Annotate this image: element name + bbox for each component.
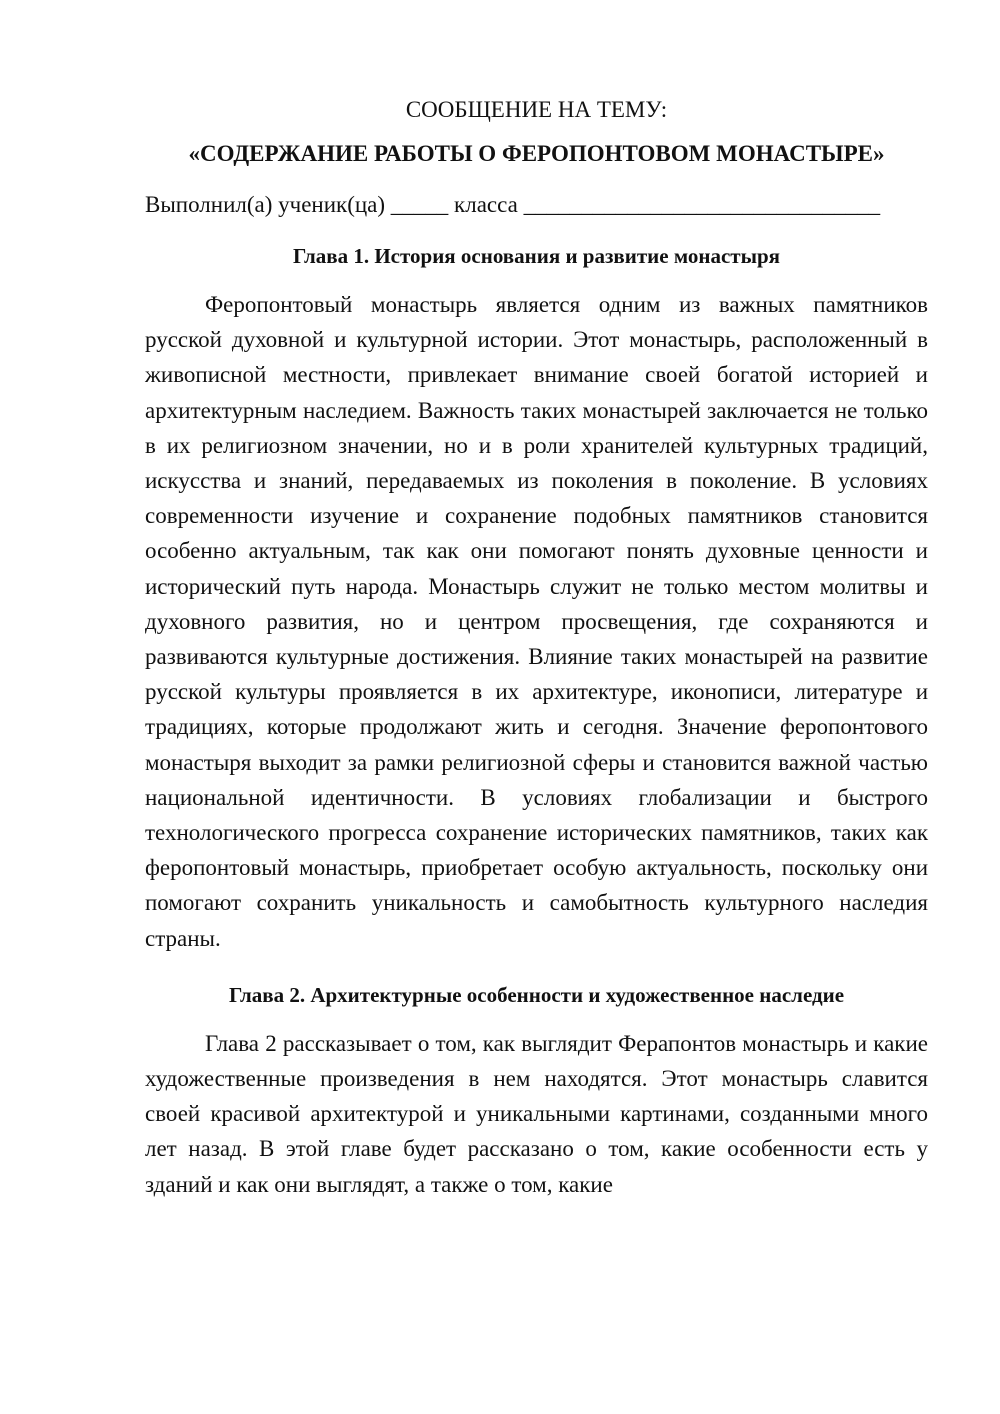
chapter-1-paragraph: Феропонтовый монастырь является одним из важных памятников русской духовной и культурной истории. Этот монастырь, расположенный в живописной местности, привлекает внимание своей богатой историей и архитектурным наследием. Важность таких монастырей заключается не только в их религиозном значении, но и в роли хранителей культурных традиций, искусства и знаний, передаваемых из поколения в поколение. В условиях современности изучение и сохранение подобных памятников становится особенно актуальным, так как они помогают понять духовные ценности и исторический путь народа. Монастырь служит не только местом молитвы и духовного развития, но и центром просвещения, где сохраняются и развиваются культурные достижения. Влияние таких монастырей на развитие русской культуры проявляется в их архитектуре, иконописи, литературе и традициях, которые продолжают жить и сегодня. Значение феропонтового монастыря выходит за рамки религиозной сферы и становится важной частью национальной идентичности. В условиях глобализации и быстрого технологического прогресса сохранение исторических памятников, таких как феропонтовый монастырь, приобретает особую актуальность, поскольку они помогают сохранить уникальность и самобытность культурного наследия страны.: [145, 292, 928, 951]
document-body: [145, 93, 928, 1202]
chapter-1-heading: Глава 1. История основания и развитие монастыря: [292, 244, 781, 268]
chapter-2-paragraph: Глава 2 рассказывает о том, как выглядит Ферапонтов монастырь и какие художественные произведения в нем находятся. Этот монастырь славится своей красивой архитектурой и уникальными картинами, созданными много лет назад. В этой главе будет рассказано о том, какие особенности есть у зданий и как они выглядят, а также о том, какие: [145, 1030, 928, 1197]
document-title-line1: СООБЩЕНИЕ НА ТЕМУ:: [405, 97, 668, 122]
chapter-2-heading: Глава 2. Архитектурные особенности и художественное наследие: [228, 982, 845, 1007]
author-line: Выполнил(а) ученик(ца) _____ класса _______________________________: [145, 192, 881, 217]
document-title-line2: «СОДЕРЖАНИЕ РАБОТЫ О ФЕРОПОНТОВОМ МОНАСТЫРЕ»: [188, 141, 885, 166]
